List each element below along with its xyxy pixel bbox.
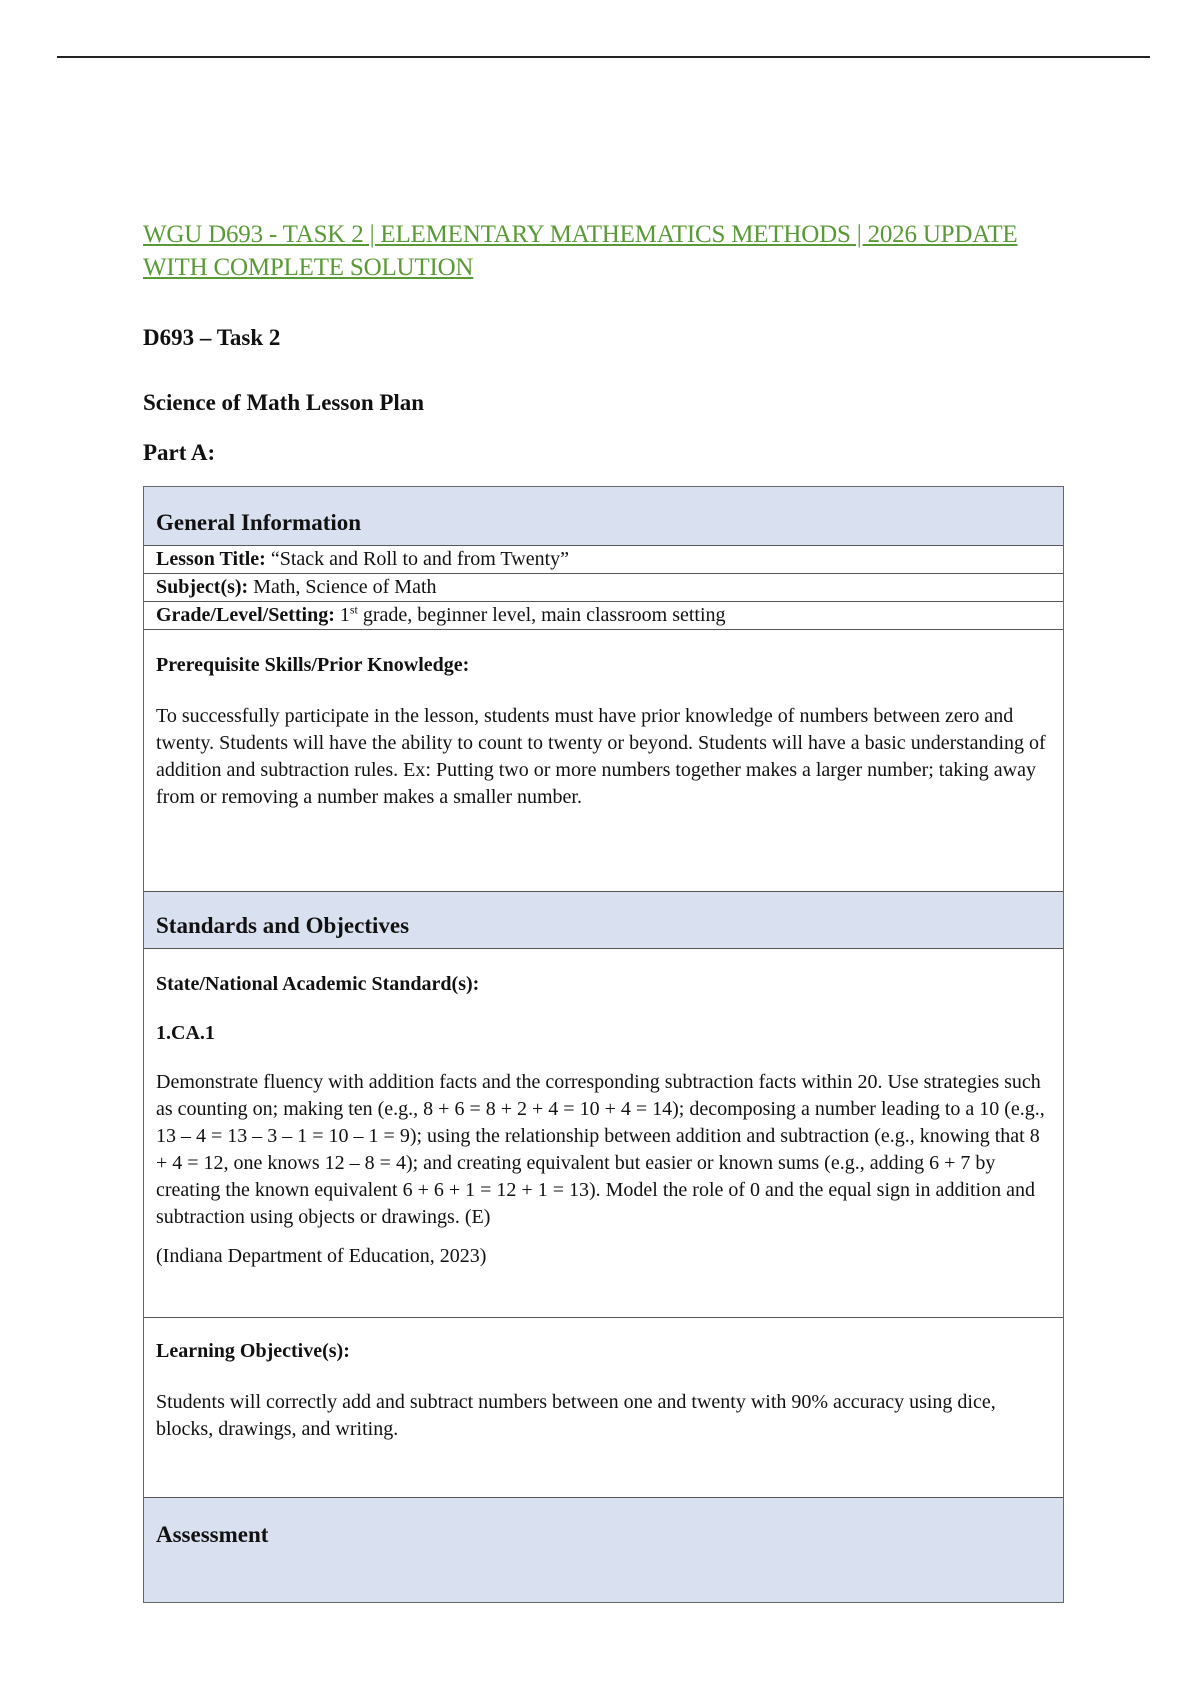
learning-objectives-label: Learning Objective(s): <box>156 1340 350 1362</box>
general-information-header <box>144 487 1063 546</box>
standard-text: Demonstrate fluency with addition facts and the corresponding subtraction facts within 20. Use strategies such as counting on; making ten (e.g., 8 + 6 = 8 + 2 + 4 = 10 + 4 = 14); decomposing a number leading to a 10 (e.g., 13 – 4 = 13 – 3 – 1 = 10 – 1 = 9); using the relationship between addition and subtraction (e.g., knowing that 8 + 4 = 12, one knows 12 – 8 = 4); and creating equivalent but easier or known sums (e.g., adding 6 + 7 by creating the known equivalent 6 + 6 + 1 = 12 + 1 = 13). Model the role of 0 and the equal sign in addition and subtraction using objects or drawings. (E) <box>156 1071 1045 1228</box>
standards-objectives-title: Standards and Objectives <box>156 913 410 938</box>
learning-objectives-cell <box>144 1318 1063 1498</box>
task-heading: D693 – Task 2 <box>143 325 281 350</box>
subjects-label: Subject(s): <box>156 576 249 598</box>
lesson-plan-heading: Science of Math Lesson Plan <box>143 390 425 415</box>
document-title-link[interactable]: WGU D693 - TASK 2 | ELEMENTARY MATHEMATICS METHODS | 2026 UPDATE WITH COMPLETE SOLUTION <box>143 221 1018 281</box>
part-a-heading: Part A: <box>143 440 216 465</box>
grade-suffix: st <box>349 602 358 617</box>
grade-row <box>144 602 1063 630</box>
header-rule <box>57 56 1150 58</box>
subjects-row <box>144 574 1063 602</box>
prerequisite-cell <box>144 630 1063 892</box>
grade-number: 1 <box>339 604 350 626</box>
subjects-value: Math, Science of Math <box>253 576 437 598</box>
standard-code: 1.CA.1 <box>156 1022 215 1044</box>
grade-label: Grade/Level/Setting: <box>156 604 335 626</box>
standards-cell <box>144 949 1063 1318</box>
prerequisite-text: To successfully participate in the lesson, students must have prior knowledge of numbers between zero and twenty. Students will have the ability to count to twenty or beyond. Students will have a basic understanding of addition and subtraction rules. Ex: Putting two or more numbers together makes a larger number; taking away from or removing a number makes a smaller number. <box>156 705 1046 808</box>
learning-objectives-text: Students will correctly add and subtract numbers between one and twenty with 90% accuracy using dice, blocks, drawings, and writing. <box>156 1391 996 1440</box>
standards-label: State/National Academic Standard(s): <box>156 973 480 995</box>
lesson-title-row <box>144 546 1063 574</box>
prerequisite-label: Prerequisite Skills/Prior Knowledge: <box>156 654 470 676</box>
general-information-title: General Information <box>156 510 362 535</box>
lesson-title-label: Lesson Title: <box>156 548 266 570</box>
grade-value: grade, beginner level, main classroom setting <box>362 604 726 626</box>
standards-objectives-header <box>144 892 1063 949</box>
assessment-title: Assessment <box>156 1522 269 1547</box>
standard-citation: (Indiana Department of Education, 2023) <box>156 1245 487 1267</box>
lesson-title-value: “Stack and Roll to and from Twenty” <box>270 548 570 570</box>
assessment-header <box>144 1498 1063 1602</box>
lesson-plan-table <box>143 486 1064 1603</box>
